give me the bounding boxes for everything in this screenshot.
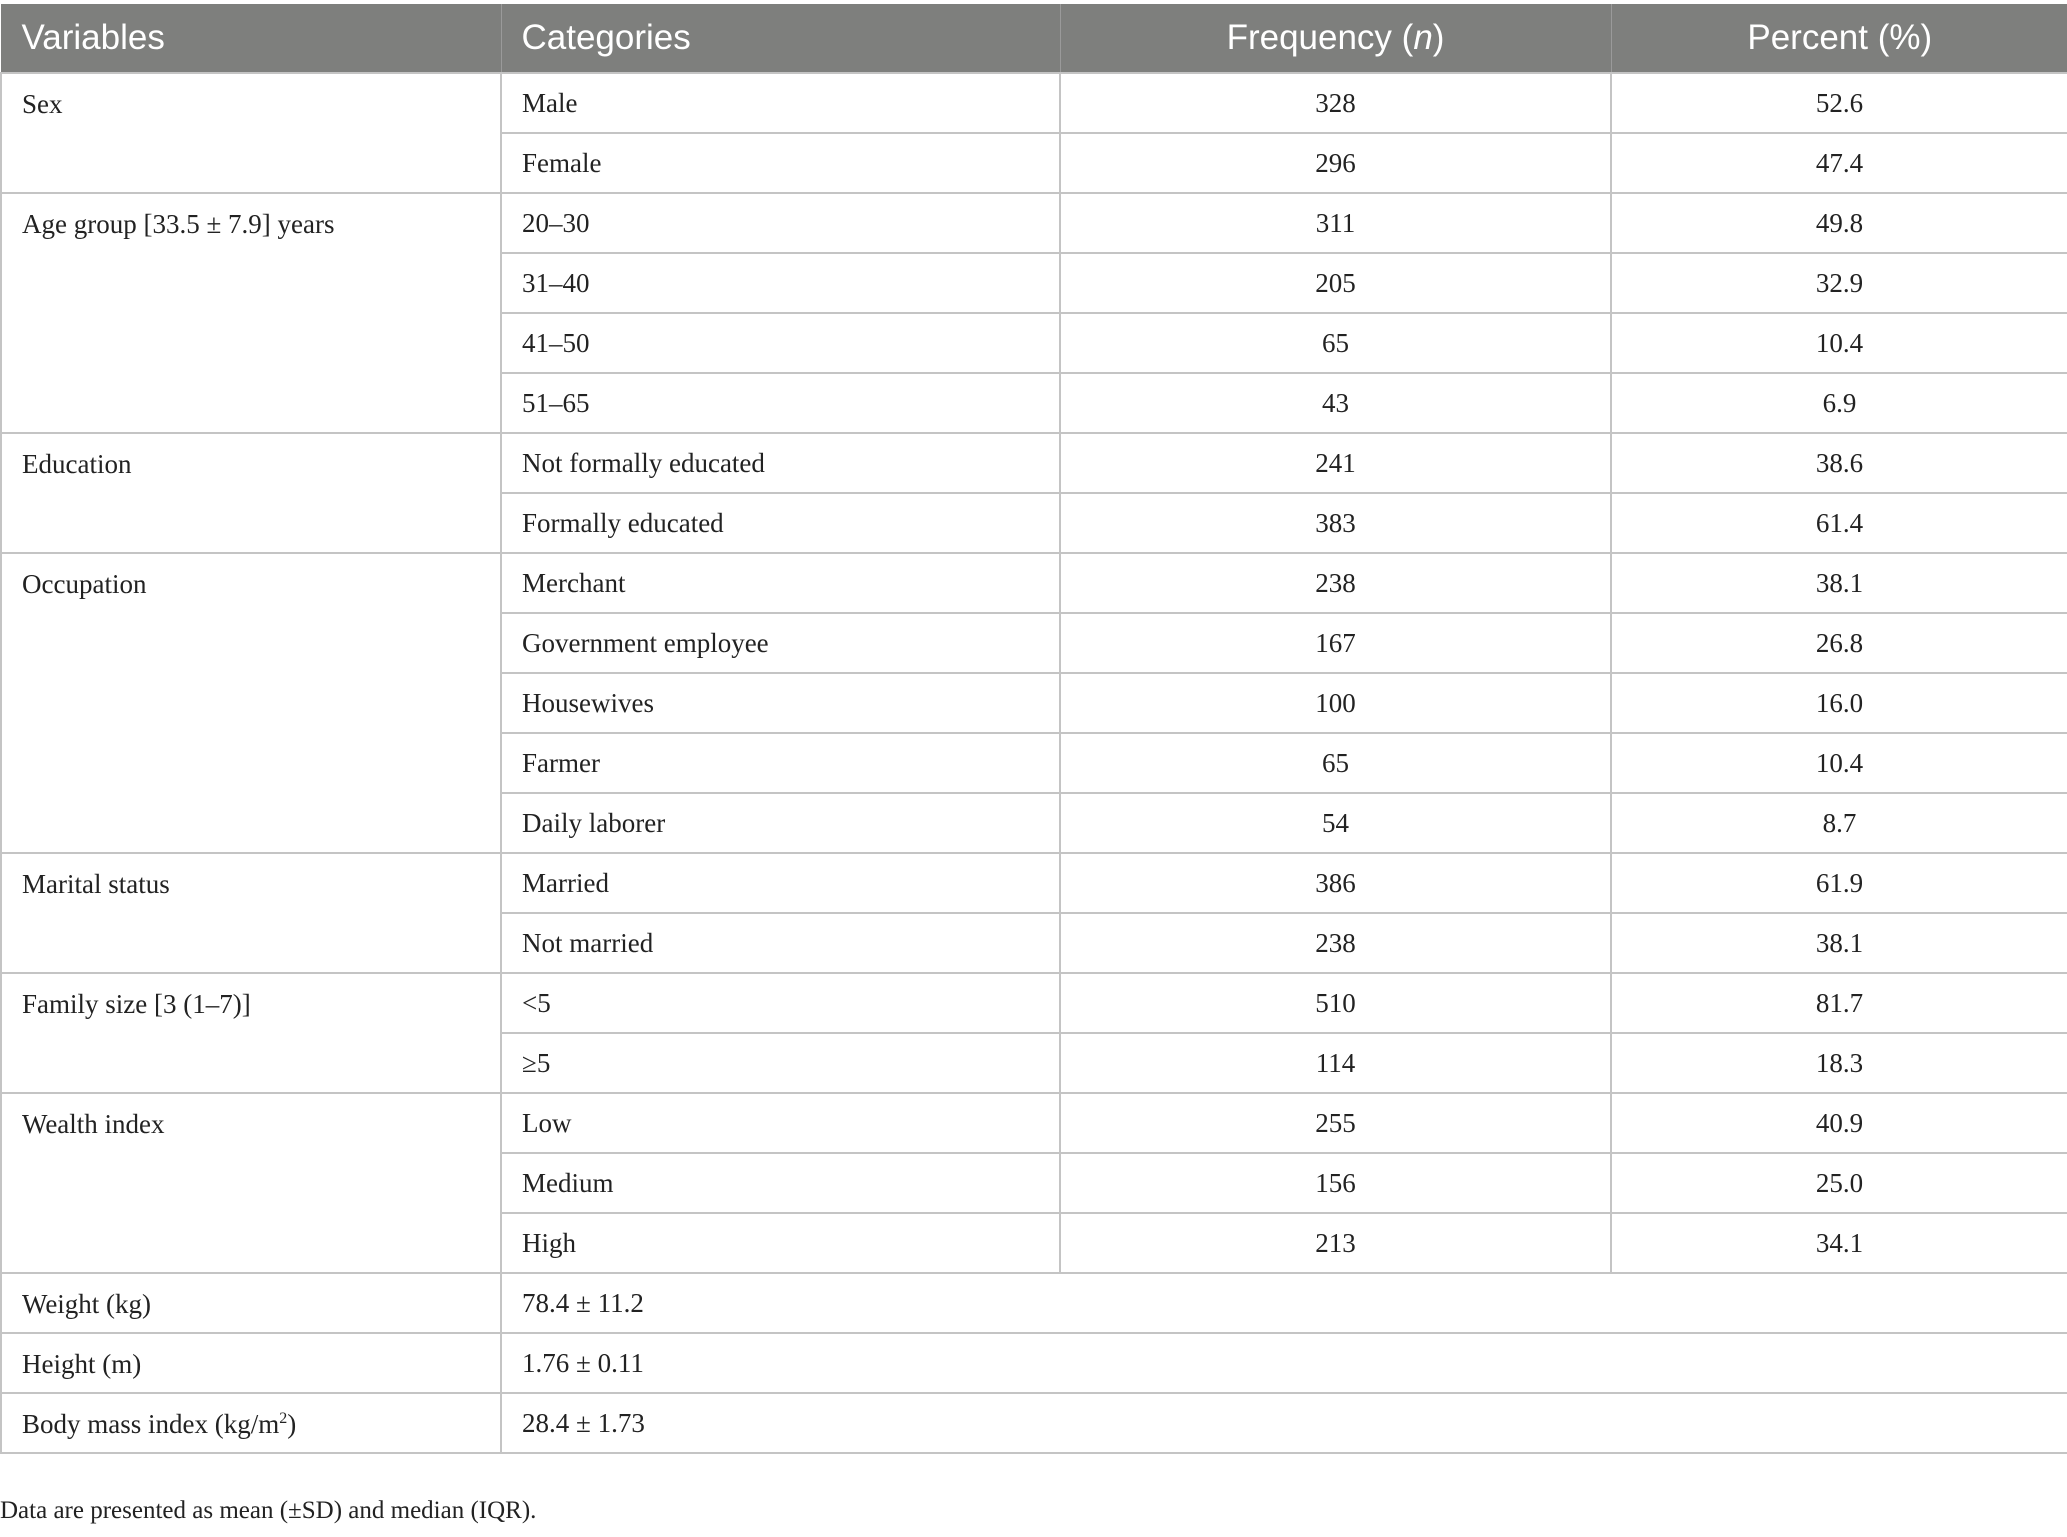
percent-cell: 61.4: [1611, 493, 2067, 553]
summary-value-cell: 78.4 ± 11.2: [501, 1273, 2067, 1333]
percent-cell: 10.4: [1611, 733, 2067, 793]
category-cell: ≥5: [501, 1033, 1060, 1093]
header-categories: Categories: [501, 4, 1060, 73]
percent-cell: 47.4: [1611, 133, 2067, 193]
table-row: [1, 1093, 2067, 1153]
table-row: [1, 553, 2067, 613]
frequency-cell: 213: [1060, 1213, 1611, 1273]
variable-cell: Education: [1, 433, 501, 553]
variable-cell: Age group [33.5 ± 7.9] years: [1, 193, 501, 433]
category-cell: Housewives: [501, 673, 1060, 733]
frequency-cell: 311: [1060, 193, 1611, 253]
category-cell: Daily laborer: [501, 793, 1060, 853]
percent-cell: 38.6: [1611, 433, 2067, 493]
variable-cell: Family size [3 (1–7)]: [1, 973, 501, 1093]
category-cell: 41–50: [501, 313, 1060, 373]
percent-cell: 38.1: [1611, 913, 2067, 973]
variable-label: Height (m): [22, 1349, 142, 1379]
percent-cell: 81.7: [1611, 973, 2067, 1033]
table-row: [1, 73, 2067, 133]
frequency-cell: 296: [1060, 133, 1611, 193]
table-header-row: [1, 4, 2067, 73]
category-cell: Government employee: [501, 613, 1060, 673]
frequency-cell: 383: [1060, 493, 1611, 553]
header-frequency-prefix: Frequency (: [1226, 18, 1414, 57]
table-row: [1, 853, 2067, 913]
variable-cell: Marital status: [1, 853, 501, 973]
header-percent: Percent (%): [1611, 4, 2067, 73]
frequency-cell: 241: [1060, 433, 1611, 493]
frequency-cell: 100: [1060, 673, 1611, 733]
frequency-cell: 156: [1060, 1153, 1611, 1213]
category-cell: Farmer: [501, 733, 1060, 793]
summary-row: [1, 1393, 2067, 1453]
variable-cell: Occupation: [1, 553, 501, 853]
category-cell: High: [501, 1213, 1060, 1273]
table-row: [1, 973, 2067, 1033]
percent-cell: 10.4: [1611, 313, 2067, 373]
percent-cell: 16.0: [1611, 673, 2067, 733]
variable-superscript: 2: [279, 1410, 288, 1427]
summary-row: [1, 1333, 2067, 1393]
header-variables: Variables: [1, 4, 501, 73]
category-cell: Female: [501, 133, 1060, 193]
percent-cell: 38.1: [1611, 553, 2067, 613]
variable-label: Body mass index (kg/m: [22, 1409, 280, 1439]
frequency-cell: 54: [1060, 793, 1611, 853]
variable-cell: Sex: [1, 73, 501, 193]
variable-cell: [1, 1333, 501, 1393]
frequency-cell: 205: [1060, 253, 1611, 313]
frequency-cell: 167: [1060, 613, 1611, 673]
percent-cell: 26.8: [1611, 613, 2067, 673]
frequency-cell: 510: [1060, 973, 1611, 1033]
frequency-cell: 238: [1060, 913, 1611, 973]
percent-cell: 6.9: [1611, 373, 2067, 433]
header-frequency-suffix: ): [1432, 18, 1445, 57]
summary-value-cell: 1.76 ± 0.11: [501, 1333, 2067, 1393]
category-cell: Married: [501, 853, 1060, 913]
variable-label-suffix: ): [287, 1409, 297, 1439]
category-cell: 20–30: [501, 193, 1060, 253]
category-cell: Formally educated: [501, 493, 1060, 553]
category-cell: 51–65: [501, 373, 1060, 433]
percent-cell: 32.9: [1611, 253, 2067, 313]
category-cell: Male: [501, 73, 1060, 133]
variable-cell: [1, 1393, 501, 1453]
percent-cell: 52.6: [1611, 73, 2067, 133]
category-cell: Low: [501, 1093, 1060, 1153]
variable-cell: Wealth index: [1, 1093, 501, 1273]
category-cell: 31–40: [501, 253, 1060, 313]
frequency-cell: 65: [1060, 313, 1611, 373]
percent-cell: 18.3: [1611, 1033, 2067, 1093]
table-row: [1, 433, 2067, 493]
summary-value-cell: 28.4 ± 1.73: [501, 1393, 2067, 1453]
frequency-cell: 43: [1060, 373, 1611, 433]
table-body: [1, 73, 2067, 1453]
table-footnote: Data are presented as mean (±SD) and median (IQR).: [0, 1497, 537, 1524]
frequency-cell: 65: [1060, 733, 1611, 793]
variable-label: Weight (kg): [22, 1289, 152, 1319]
percent-cell: 61.9: [1611, 853, 2067, 913]
summary-row: [1, 1273, 2067, 1333]
percent-cell: 49.8: [1611, 193, 2067, 253]
frequency-cell: 386: [1060, 853, 1611, 913]
frequency-cell: 238: [1060, 553, 1611, 613]
header-frequency-symbol: n: [1413, 18, 1433, 57]
category-cell: <5: [501, 973, 1060, 1033]
header-frequency: [1060, 4, 1611, 73]
frequency-cell: 114: [1060, 1033, 1611, 1093]
demographics-table: [0, 4, 2067, 1454]
category-cell: Medium: [501, 1153, 1060, 1213]
table-row: [1, 193, 2067, 253]
percent-cell: 8.7: [1611, 793, 2067, 853]
percent-cell: 34.1: [1611, 1213, 2067, 1273]
category-cell: Not married: [501, 913, 1060, 973]
category-cell: Merchant: [501, 553, 1060, 613]
frequency-cell: 328: [1060, 73, 1611, 133]
percent-cell: 40.9: [1611, 1093, 2067, 1153]
percent-cell: 25.0: [1611, 1153, 2067, 1213]
category-cell: Not formally educated: [501, 433, 1060, 493]
frequency-cell: 255: [1060, 1093, 1611, 1153]
variable-cell: [1, 1273, 501, 1333]
